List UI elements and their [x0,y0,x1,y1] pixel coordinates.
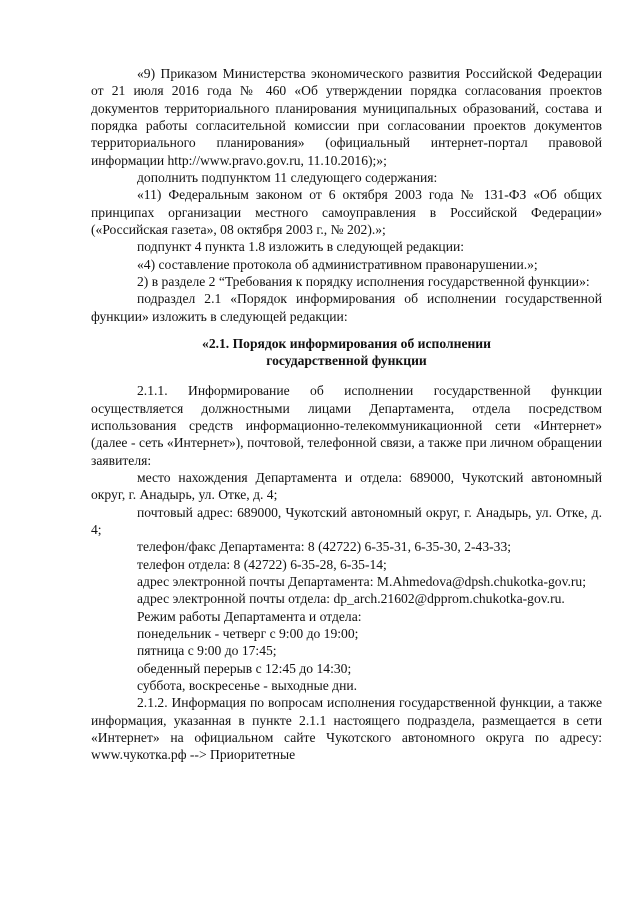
paragraph-work-schedule: Режим работы Департамента и отдела: [137,608,362,624]
paragraph-friday: пятница с 9:00 до 17:45; [137,643,277,659]
section-heading-line-2: государственной функции [266,353,427,369]
paragraph-subsection-2-1: подраздел 2.1 «Порядок информирования об исполнении государственной функции» изложить в следующей редакции: [91,291,602,324]
paragraph-add-subitem: дополнить подпунктом 11 следующего содержания: [137,170,438,186]
paragraph-2-1-1: 2.1.1. Информирование об исполнении государственной функции осуществляется должностными лицами Департамента, отдела посредством использования средств информационно-телекоммуникационной сети «Интернет» (далее - сеть «Интернет»), почтовой, телефонной связи, а также при личном обращении заявителя: [91,383,602,468]
paragraph-2-1-2: 2.1.2. Информация по вопросам исполнения государственной функции, а также информация, указанная в пункте 2.1.1 настоящего подраздела, размещается в сети «Интернет» на официальном сайте Чукотского автономного округа по адресу: www.чукотка.рф --> Приоритетные [91,695,602,763]
paragraph-item-9: «9) Приказом Министерства экономического развития Российской Федерации от 21 июля 2016 года № 460 «Об утверждении порядка согласования проектов документов территориального планирования муниципальных образований, состава и порядка работы согласительной комиссии при согласовании проектов документов территориального планирования» (официальный интернет-портал правовой информации http://www.pravo.gov.ru, 11.10.2016);»; [91,66,602,168]
paragraph-weekend: суббота, воскресенье - выходные дни. [137,678,358,693]
paragraph-email-department: адрес электронной почты Департамента: M.Ahmedova@dpsh.chukotka-gov.ru; [137,573,586,589]
paragraph-protocol: «4) составление протокола об административном правонарушении.»; [137,256,538,272]
paragraph-location: место нахождения Департамента и отдела: 689000, Чукотский автономный округ, г. Анадырь, ул. Отке, д. 4; [91,469,602,503]
paragraph-item-11: «11) Федеральным законом от 6 октября 2003 года № 131-ФЗ «Об общих принципах организации местного самоуправления в Российской Федерации» («Российская газета», 08 октября 2003 г., № 202).»; [91,187,602,238]
paragraph-postal-address: почтовый адрес: 689000, Чукотский автономный округ, г. Анадырь, ул. Отке, д. 4; [91,504,602,537]
document-body [91,65,602,764]
paragraph-subitem-4: подпункт 4 пункта 1.8 изложить в следующей редакции: [137,239,465,255]
section-heading [91,335,602,369]
paragraph-section-2: 2) в разделе 2 “Требования к порядку исполнения государственной функции»: [137,274,590,290]
section-heading-line-1: «2.1. Порядок информирования об исполнении [202,336,491,352]
paragraph-mon-thu: понедельник - четверг с 9:00 до 19:00; [137,625,359,641]
paragraph-email-office: адрес электронной почты отдела: dp_arch.21602@dpprom.chukotka-gov.ru. [137,591,565,607]
paragraph-phone-department: телефон/факс Департамента: 8 (42722) 6-35-31, 6-35-30, 2-43-33; [137,539,512,555]
paragraph-phone-office: телефон отдела: 8 (42722) 6-35-28, 6-35-14; [137,556,387,572]
paragraph-lunch: обеденный перерыв с 12:45 до 14:30; [137,660,352,676]
